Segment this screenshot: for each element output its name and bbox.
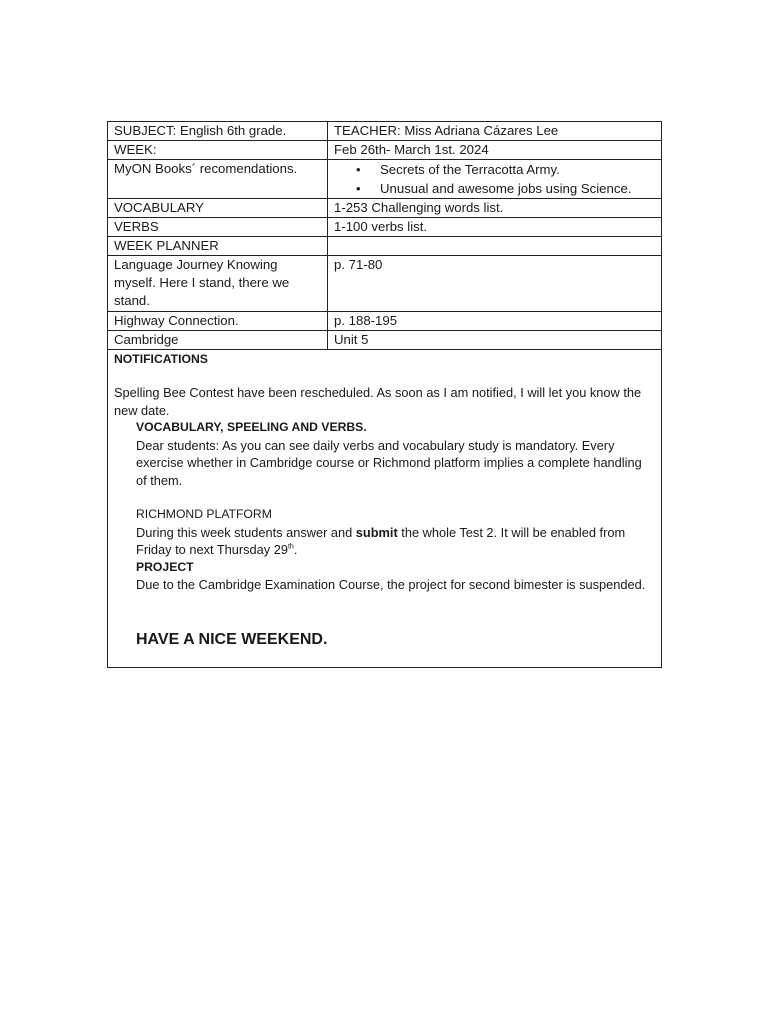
vocabulary-row	[108, 199, 662, 218]
week-label-cell: WEEK:	[108, 141, 328, 160]
cambridge-row	[108, 331, 662, 350]
week-planner-label-cell: WEEK PLANNER	[108, 237, 328, 256]
notifications-row	[108, 350, 662, 668]
vocabulary-heading: VOCABULARY, SPEELING AND VERBS.	[136, 420, 367, 434]
highway-value-cell: p. 188-195	[328, 312, 662, 331]
books-label-cell: MyON Books´ recomendations.	[108, 160, 328, 199]
books-row	[108, 160, 662, 199]
spelling-bee-notice: Spelling Bee Contest have been rescheduled. As soon as I am notified, I will let you know the new date.	[114, 385, 642, 418]
week-planner-row	[108, 237, 662, 256]
highway-row	[108, 312, 662, 331]
richmond-heading: RICHMOND PLATFORM	[136, 507, 272, 521]
project-heading: PROJECT	[136, 559, 194, 574]
book-title: Secrets of the Terracotta Army.	[380, 162, 560, 177]
bullet-icon: •	[356, 162, 361, 177]
books-list	[334, 160, 655, 198]
richmond-text-end: .	[293, 542, 298, 557]
vocabulary-notice: Dear students: As you can see daily verbs and vocabulary study is mandatory. Every exercise whether in Cambridge course or Richmond platform implies a complete handling of them.	[136, 437, 642, 488]
subject-row	[108, 122, 662, 141]
week-row	[108, 141, 662, 160]
language-journey-label-cell: Language Journey Knowing myself. Here I stand, there we stand.	[108, 256, 328, 312]
book-item	[356, 179, 655, 198]
richmond-superscript: th	[287, 543, 294, 551]
language-journey-row	[108, 256, 662, 312]
teacher-cell: TEACHER: Miss Adriana Cázares Lee	[328, 122, 662, 141]
verbs-row	[108, 218, 662, 237]
vocabulary-value-cell: 1-253 Challenging words list.	[328, 199, 662, 218]
cambridge-value-cell: Unit 5	[328, 331, 662, 350]
book-item	[356, 160, 655, 179]
notifications-cell	[108, 350, 662, 668]
language-journey-value-cell: p. 71-80	[328, 256, 662, 312]
verbs-value-cell: 1-100 verbs list.	[328, 218, 662, 237]
richmond-text-bold: submit	[355, 524, 398, 540]
books-list-cell	[328, 160, 662, 199]
book-title: Unusual and awesome jobs using Science.	[380, 181, 632, 196]
weekly-planner-table	[107, 121, 662, 668]
week-planner-value-cell	[328, 237, 662, 256]
richmond-text-after: the whole Test 2. It will be enabled from Friday to next Thursday 29	[136, 524, 626, 557]
week-value-cell: Feb 26th- March 1st. 2024	[328, 141, 662, 160]
notifications-title: NOTIFICATIONS	[114, 352, 208, 366]
verbs-label-cell: VERBS	[108, 218, 328, 237]
highway-label-cell: Highway Connection.	[108, 312, 328, 331]
richmond-text-before: During this week students answer and	[136, 524, 356, 540]
bullet-icon: •	[356, 181, 361, 196]
subject-cell: SUBJECT: English 6th grade.	[108, 122, 328, 141]
closing-message: HAVE A NICE WEEKEND.	[136, 630, 328, 648]
project-notice: Due to the Cambridge Examination Course, the project for second bimester is suspended.	[136, 577, 646, 592]
cambridge-label-cell: Cambridge	[108, 331, 328, 350]
vocabulary-label-cell: VOCABULARY	[108, 199, 328, 218]
richmond-notice	[136, 524, 655, 559]
